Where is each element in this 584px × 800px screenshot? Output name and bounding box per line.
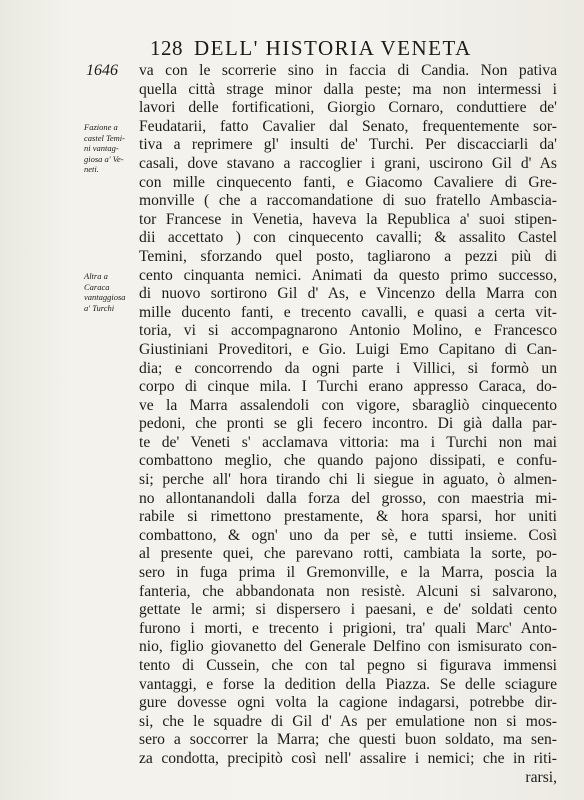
margin-note-line: castel Temi-	[84, 132, 126, 143]
margin-note-line: vantaggiosa	[84, 292, 126, 302]
text-line: za condotta, precipitò così nell' assalire i nemici; che in riti-	[139, 749, 557, 767]
text-line: cento cinquanta nemici. Animati da questo primo successo,	[139, 266, 557, 284]
running-head: DELL' HISTORIA VENETA	[194, 36, 472, 60]
margin-note-line: neti.	[84, 164, 99, 174]
margin-note-line: giosa a' Ve-	[84, 153, 124, 164]
text-line: no allontanandoli dalla forza del grosso, con maestria mi-	[139, 489, 557, 507]
margin-note-line: ni vantag-	[84, 143, 119, 153]
text-line: va con le scorrerie sino in faccia di Candia. Non pativa	[139, 62, 557, 79]
body-text	[139, 62, 557, 787]
text-line: con mille cinquecento fanti, e Giacomo Cavaliere di Gre-	[139, 173, 557, 191]
text-line: tento di Cussein, che con tal pegno si figurava immensi	[139, 657, 557, 674]
text-line: vantaggi, e forse la dedition della Piazza. Se delle sciagure	[139, 675, 557, 693]
text-line: Giustiniani Proveditori, e Gio. Luigi Emo Capitano di Can-	[139, 340, 557, 358]
text-line: gettate le armi; si dispersero i paesani, e de' soldati cento	[139, 601, 557, 619]
text-line: quella città strage minor dalla peste; ma non intermessi i	[139, 80, 557, 98]
margin-note-line: Caraca	[84, 281, 110, 292]
text-line: te de' Veneti s' acclamava vittoria: ma i Turchi non mai	[139, 433, 557, 451]
text-line: si; perche all' hora tirando chi li siegue in aguato, ò almen-	[139, 471, 557, 489]
page-number: 128	[150, 36, 183, 60]
text-line: al presente quei, che parevano rotti, cambiata la sorte, po-	[139, 545, 557, 563]
margin-note-line: Fazione a	[84, 122, 118, 132]
catchword: rarsi,	[525, 768, 557, 786]
margin-note	[84, 122, 134, 175]
margin-note-line: a' Turchi	[84, 302, 115, 313]
text-line: furono i morti, e trecento i prigioni, tra' quali Marc' Anto-	[139, 619, 557, 637]
text-line: tiva a reprimere gl' insulti de' Turchi. Per discacciarli da'	[139, 136, 557, 154]
text-line: pedoni, che pronti se gli fecero incontro. Di già dalla par-	[139, 415, 557, 433]
margin-year: 1646	[86, 62, 118, 79]
text-line: si, che le squadre di Gil d' As per emulatione non si mos-	[139, 712, 557, 730]
text-line: sero in fuga prima il Gremonville, e la Marra, poscia la	[139, 564, 557, 582]
margin-note	[84, 271, 134, 313]
text-line: lavori delle fortificationi, Giorgio Cornaro, conduttiere de'	[139, 99, 557, 117]
page-header	[0, 36, 584, 64]
text-line: gure dovesse ogni volta la cagione indagarsi, potrebbe dir-	[139, 694, 557, 712]
text-line: ve la Marra assalendoli con vigore, sbaragliò cinquecento	[139, 396, 557, 414]
text-line: Feudatarii, fatto Cavalier dal Senato, frequentemente sor-	[139, 117, 557, 135]
text-line: Temini, sforzando quel posto, tagliarono a pezzi più di	[139, 247, 557, 265]
text-line: sero a soccorrer la Marra; che questi buon soldato, ma sen-	[139, 731, 557, 749]
text-line: nio, figlio giovanetto del Generale Delfino con ismisurato con-	[139, 638, 557, 656]
text-line: fanteria, che abbandonata non resistè. Alcuni si salvarono,	[139, 582, 557, 600]
text-line: monville ( che a raccomandatione di suo fratello Ambascia-	[139, 192, 557, 210]
text-line: dia; e concorrendo da ogni parte i Villici, si formò un	[139, 359, 557, 377]
text-line: corpo di cinque mila. I Turchi erano appresso Caraca, do-	[139, 378, 557, 396]
text-line: tor Francese in Venetia, haveva la Republica a' suoi stipen-	[139, 210, 557, 228]
text-line: casali, dove stavano a raccoglier i grani, uscirono Gil d' As	[139, 154, 557, 172]
text-line: rabile si rimettono prestamente, & hora sparsi, hor uniti	[139, 508, 557, 526]
text-line: combattono meglio, che quando pajono dissipati, e confu-	[139, 452, 557, 470]
text-line: toria, vi si accompagnarono Antonio Molino, e Francesco	[139, 322, 557, 340]
margin-note-line: Altra a	[84, 271, 108, 281]
text-line: dii accettato ) con cinquecento cavalli; & assalito Castel	[139, 229, 557, 247]
text-line: di nuovo sortirono Gil d' As, e Vincenzo della Marra con	[139, 285, 557, 303]
text-line: mille ducento fanti, e trecento cavalli, e quasi a certa vit-	[139, 303, 557, 321]
text-line: combattono, & ogn' uno da per sè, e tutti insieme. Così	[139, 526, 557, 544]
